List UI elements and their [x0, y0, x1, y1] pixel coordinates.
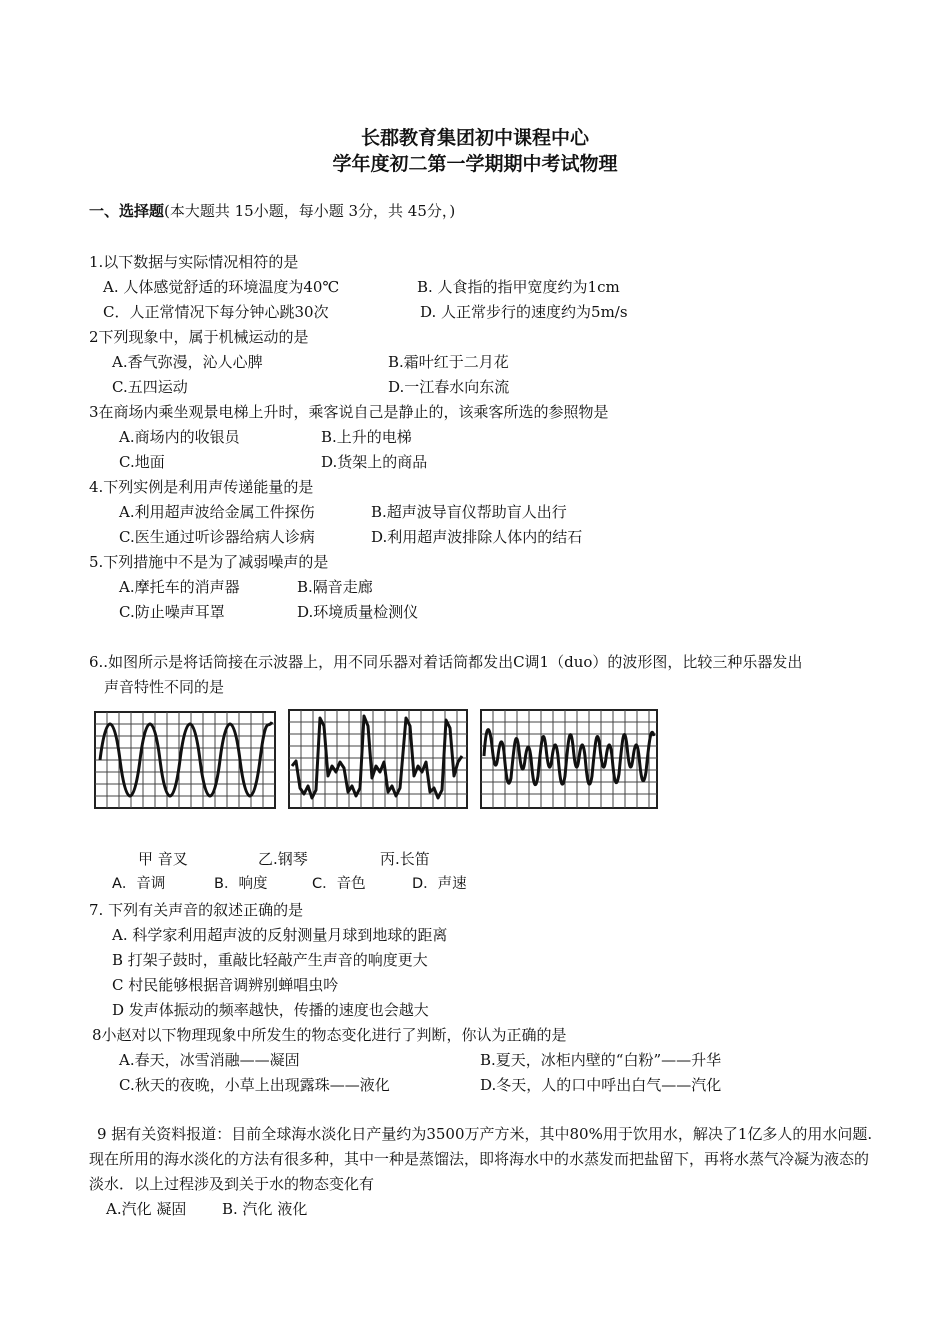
question-6-stem: 6..如图所示是将话筒接在示波器上，用不同乐器对着话筒都发出C调1（duo）的波形图，比较三种乐器发出 — [89, 653, 803, 671]
question-8-option-c: C.秋天的夜晚，小草上出现露珠——液化 — [119, 1076, 390, 1094]
question-7-stem: 7. 下列有关声音的叙述正确的是 — [89, 901, 304, 919]
oscilloscope-tuning-fork — [92, 708, 280, 812]
question-6-option-a: A．音调 — [112, 876, 166, 892]
question-6-stem-continued: 声音特性不同的是 — [104, 678, 225, 696]
section-heading-note: (本大题共 15小题，每小题 3分，共 45分，) — [164, 202, 456, 220]
oscilloscope-flute — [478, 706, 662, 812]
question-6-option-b: B．响度 — [214, 876, 268, 892]
oscilloscope-grid — [481, 710, 657, 808]
piano-waveform — [292, 716, 462, 798]
question-4-option-c: C.医生通过听诊器给病人诊病 — [119, 528, 315, 546]
question-2-option-c: C.五四运动 — [112, 378, 188, 396]
caption-piano: 乙.钢琴 — [258, 850, 308, 868]
question-3-option-d: D.货架上的商品 — [321, 453, 428, 471]
question-8-option-d: D.冬天，人的口中呼出白气——汽化 — [480, 1076, 722, 1094]
question-6-option-c: C．音色 — [312, 876, 366, 892]
question-5-option-a: A.摩托车的消声器 — [119, 578, 240, 596]
question-2-stem: 2下列现象中，属于机械运动的是 — [89, 328, 309, 346]
question-5-option-d: D.环境质量检测仪 — [297, 603, 419, 621]
question-5-option-b: B.隔音走廊 — [297, 578, 373, 596]
question-1-option-b: B. 人食指的指甲宽度约为1cm — [417, 278, 620, 296]
question-5-stem: 5.下列措施中不是为了减弱噪声的是 — [89, 553, 329, 571]
section-heading — [89, 201, 455, 221]
question-7-option-d: D 发声体振动的频率越快，传播的速度也会越大 — [112, 1001, 429, 1019]
question-6-option-d: D．声速 — [412, 876, 467, 892]
doc-title-line2: 学年度初二第一学期期中考试物理 — [332, 153, 618, 175]
section-heading-label: 一、选择题 — [89, 202, 165, 220]
oscilloscope-piano — [286, 706, 472, 812]
question-9-option-a: A.汽化 凝固 — [106, 1200, 187, 1218]
question-1-option-a: A. 人体感觉舒适的环境温度为40℃ — [103, 278, 340, 296]
question-9-stem: 9 据有关资料报道：目前全球海水淡化日产量约为3500万产方米，其中80%用于饮用水，解决了1亿多人的用水问题.现在所用的海水淡化的方法有很多种，其中一种是蒸馏法，即将海水中的水蒸发而把盐留下，再将水蒸气冷凝为液态的淡水．以上过程涉及到关于水的物态变化有 — [89, 1125, 873, 1193]
question-8-option-a: A.春天，冰雪消融——凝固 — [119, 1051, 300, 1069]
question-3-option-c: C.地面 — [119, 453, 165, 471]
question-2-option-b: B.霜叶红于二月花 — [388, 353, 509, 371]
question-3-option-b: B.上升的电梯 — [321, 428, 412, 446]
question-7-option-c: C 村民能够根据音调辨别蝉唱虫吟 — [112, 976, 339, 994]
question-2-option-d: D.一江春水向东流 — [388, 378, 510, 396]
question-2-option-a: A.香气弥漫，沁人心脾 — [112, 353, 263, 371]
question-1-stem: 1.以下数据与实际情况相符的是 — [89, 253, 299, 271]
question-1-option-c: C．人正常情况下每分钟心跳30次 — [103, 303, 329, 321]
question-9-option-b: B. 汽化 液化 — [222, 1200, 308, 1218]
question-3-option-a: A.商场内的收银员 — [119, 428, 240, 446]
tuning-fork-waveform — [100, 722, 272, 796]
question-4-option-a: A.利用超声波给金属工件探伤 — [119, 503, 315, 521]
question-1-option-d: D. 人正常步行的速度约为5m/s — [420, 303, 628, 321]
question-5-option-c: C.防止噪声耳罩 — [119, 603, 225, 621]
question-4-option-b: B.超声波导盲仪帮助盲人出行 — [371, 503, 567, 521]
caption-flute: 丙.长笛 — [380, 850, 430, 868]
caption-tuning-fork: 甲 音叉 — [138, 850, 188, 868]
doc-title-line1: 长郡教育集团初中课程中心 — [360, 127, 589, 149]
question-8-option-b: B.夏天，冰柜内壁的“白粉”——升华 — [480, 1051, 722, 1069]
question-4-stem: 4.下列实例是利用声传递能量的是 — [89, 478, 314, 496]
question-3-stem: 3在商场内乘坐观景电梯上升时，乘客说自己是静止的，该乘客所选的参照物是 — [89, 403, 609, 421]
question-7-option-a: A. 科学家利用超声波的反射测量月球到地球的距离 — [112, 926, 448, 944]
question-4-option-d: D.利用超声波排除人体内的结石 — [371, 528, 583, 546]
question-8-stem: 8小赵对以下物理现象中所发生的物态变化进行了判断，你认为正确的是 — [92, 1026, 567, 1044]
flute-waveform — [484, 730, 654, 785]
question-7-option-b: B 打架子鼓时，重敲比轻敲产生声音的响度更大 — [112, 951, 428, 969]
